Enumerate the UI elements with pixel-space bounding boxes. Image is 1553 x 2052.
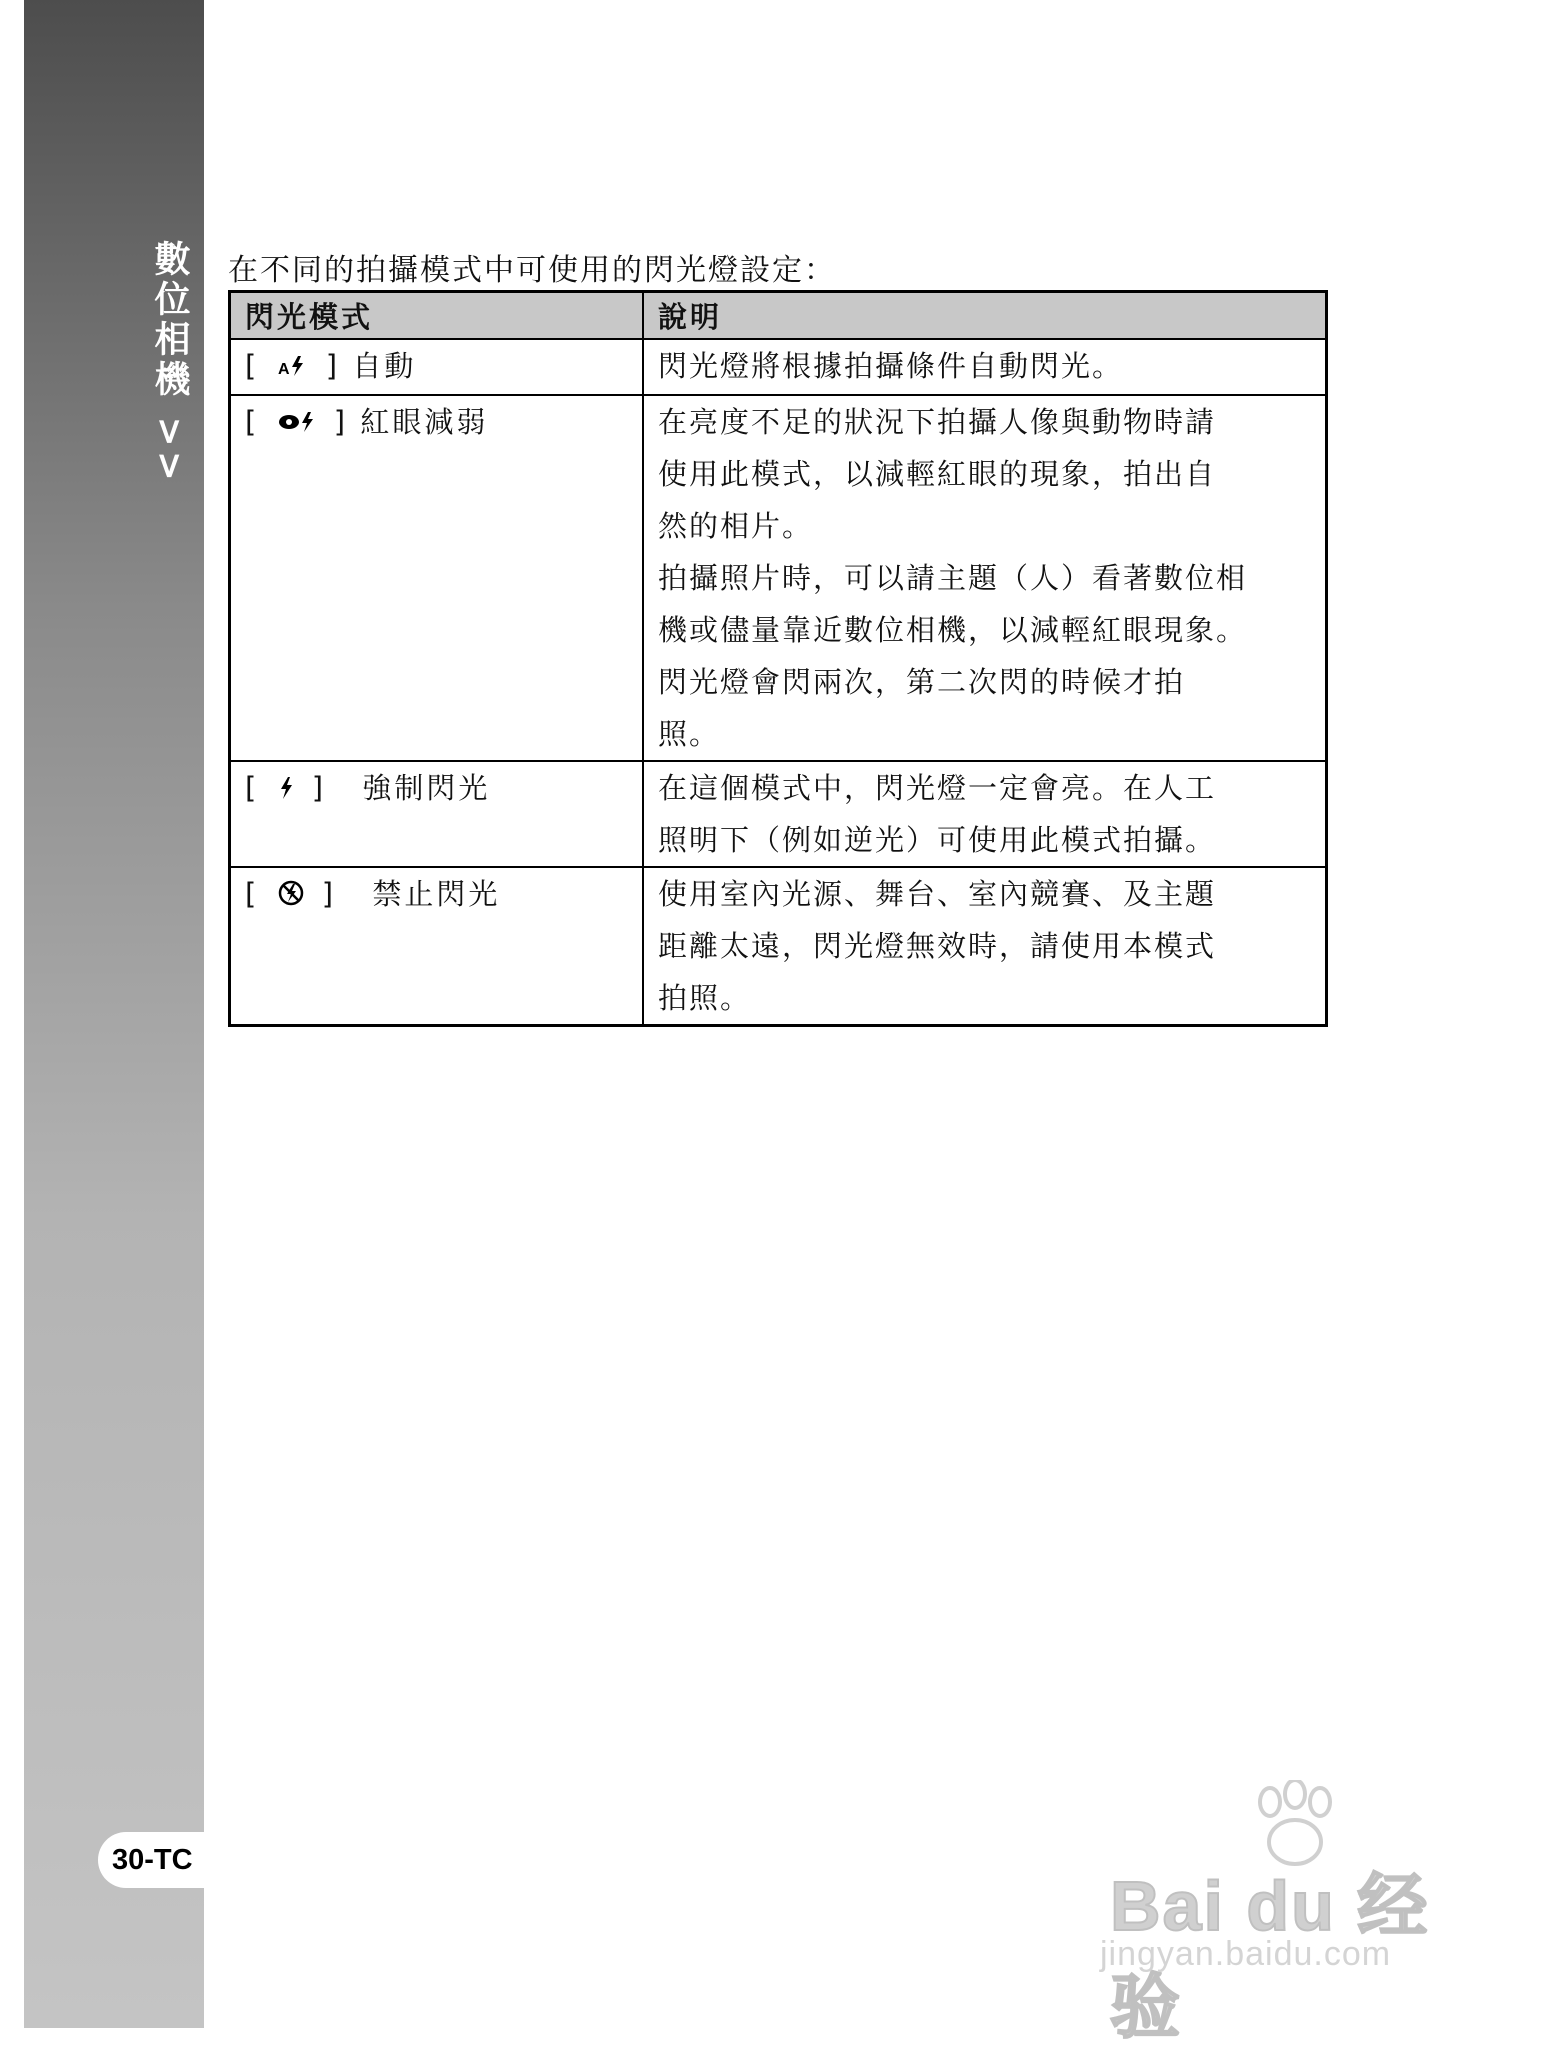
intro-text: 在不同的拍攝模式中可使用的閃光燈設定： [228, 253, 836, 288]
description-line: 閃光燈會閃兩次，第二次閃的時候才拍 [658, 665, 1186, 699]
bracket: ] [321, 877, 337, 911]
red-eye-flash-icon [278, 398, 316, 450]
bracket: [ [245, 771, 260, 805]
header-mode: 閃光模式 [230, 292, 644, 340]
description-line: 使用室內光源、舞台、室內競賽、及主題 [658, 877, 1217, 911]
auto-flash-icon [278, 342, 308, 394]
table-row [230, 339, 1327, 395]
description-line: 使用此模式，以減輕紅眼的現象，拍出自 [658, 457, 1217, 491]
baidu-watermark [1090, 1780, 1490, 2046]
header-description: 說明 [643, 292, 1327, 340]
description-cell [643, 761, 1327, 867]
forced-flash-icon [278, 764, 294, 816]
flash-mode-table [228, 290, 1328, 1027]
table-header-row [230, 292, 1327, 340]
mode-cell [230, 761, 644, 867]
description-line: 在亮度不足的狀況下拍攝人像與動物時請 [658, 405, 1217, 439]
chapter-title: 數位相機 >> [149, 240, 190, 485]
description-line: 照。 [658, 717, 721, 751]
mode-label: 強制閃光 [362, 771, 491, 805]
flash-off-icon [278, 870, 304, 922]
chapter-sidebar [24, 0, 204, 2028]
description-line: 拍攝照片時，可以請主題（人）看著數位相 [658, 561, 1248, 595]
description-line: 拍照。 [658, 981, 752, 1015]
description-line: 在這個模式中，閃光燈一定會亮。在人工 [658, 771, 1217, 805]
bracket: [ [245, 349, 260, 383]
mode-cell [230, 395, 644, 761]
mode-label: 紅眼減弱 [360, 405, 489, 439]
bracket: ] [325, 349, 341, 383]
table-row [230, 761, 1327, 867]
description-line: 機或儘量靠近數位相機，以減輕紅眼現象。 [658, 613, 1248, 647]
description-line: 然的相片。 [658, 509, 814, 543]
mode-label: 禁止閃光 [372, 877, 501, 911]
watermark-url: jingyan.baidu.com [1100, 1935, 1392, 1973]
table-row [230, 867, 1327, 1026]
bracket: [ [245, 877, 260, 911]
svg-text:A: A [277, 361, 293, 378]
watermark-logo-text: Bai du 经验 [1110, 1867, 1430, 2046]
description-line: 距離太遠，閃光燈無效時，請使用本模式 [658, 929, 1217, 963]
bracket: ] [333, 405, 349, 439]
bracket: [ [245, 405, 260, 439]
description-cell [643, 339, 1327, 395]
description-cell [643, 867, 1327, 1026]
page-number: 30-TC [98, 1832, 218, 1888]
description-line: 照明下（例如逆光）可使用此模式拍攝。 [658, 823, 1217, 857]
mode-cell [230, 867, 644, 1026]
bracket: ] [311, 771, 327, 805]
description-cell [643, 395, 1327, 761]
mode-cell [230, 339, 644, 395]
table-row [230, 395, 1327, 761]
description-line: 閃光燈將根據拍攝條件自動閃光。 [658, 349, 1124, 383]
mode-label: 自動 [352, 349, 417, 383]
